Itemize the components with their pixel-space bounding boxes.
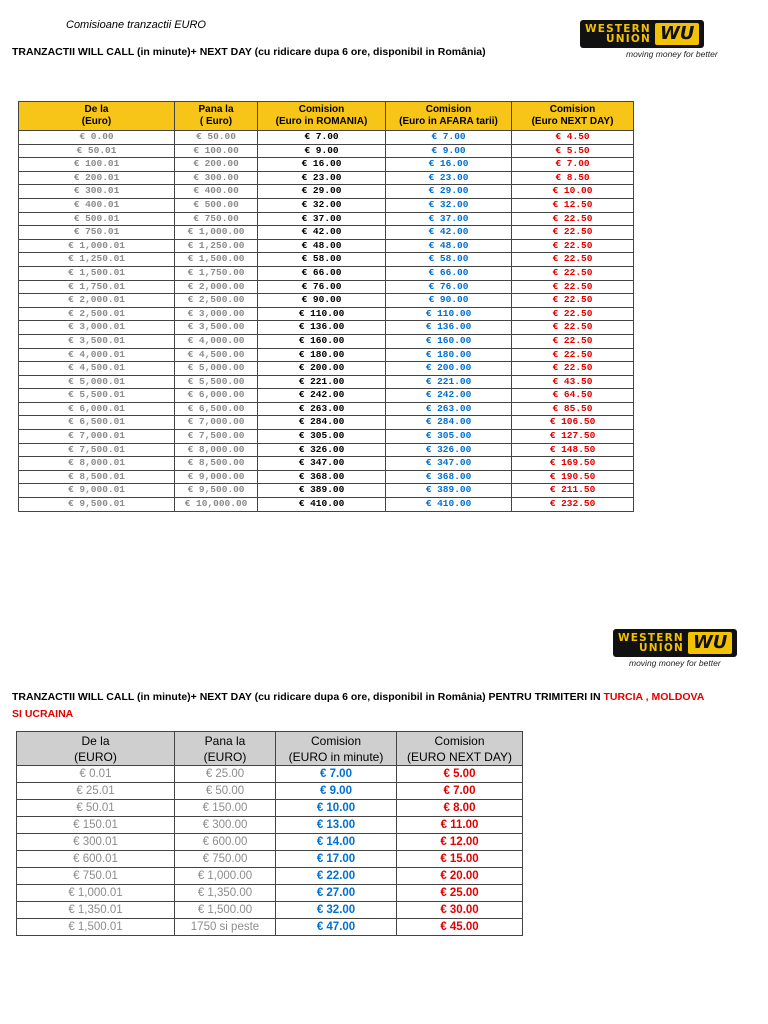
table-row — [19, 362, 634, 376]
table-row — [19, 321, 634, 335]
cell-from: € 1,500.01 — [19, 266, 175, 280]
cell-to: € 600.00 — [175, 834, 276, 851]
commission-table-turcia-moldova-ucraina — [16, 731, 523, 936]
cell-fee-next-day: € 64.50 — [512, 389, 634, 403]
cell-fee-next-day: € 4.50 — [512, 131, 634, 145]
cell-to: € 7,000.00 — [175, 416, 258, 430]
cell-fee-abroad: € 16.00 — [386, 158, 512, 172]
cell-fee-abroad: € 136.00 — [386, 321, 512, 335]
table-header-row — [19, 102, 634, 131]
cell-fee-minute: € 14.00 — [276, 834, 397, 851]
cell-fee-abroad: € 347.00 — [386, 457, 512, 471]
cell-fee-romania: € 136.00 — [258, 321, 386, 335]
table-row — [19, 131, 634, 145]
cell-from: € 3,500.01 — [19, 334, 175, 348]
cell-fee-romania: € 110.00 — [258, 307, 386, 321]
cell-fee-minute: € 22.00 — [276, 868, 397, 885]
cell-from: € 3,000.01 — [19, 321, 175, 335]
cell-fee-romania: € 263.00 — [258, 402, 386, 416]
cell-from: € 1,500.01 — [17, 919, 175, 936]
table-row — [19, 212, 634, 226]
cell-to: € 50.00 — [175, 131, 258, 145]
cell-from: € 200.01 — [19, 171, 175, 185]
cell-fee-romania: € 389.00 — [258, 484, 386, 498]
cell-from: € 750.01 — [19, 226, 175, 240]
cell-from: € 1,000.01 — [17, 885, 175, 902]
table-row — [19, 484, 634, 498]
col-header-line: Comision — [310, 733, 361, 748]
col-header-line: (Euro in AFARA tarii) — [399, 116, 498, 127]
section-2-heading-countries: TURCIA , MOLDOVA SI UCRAINA — [12, 691, 704, 720]
cell-fee-romania: € 29.00 — [258, 185, 386, 199]
cell-to: € 300.00 — [175, 171, 258, 185]
table-header-row — [17, 732, 523, 766]
cell-fee-romania: € 284.00 — [258, 416, 386, 430]
cell-fee-abroad: € 263.00 — [386, 402, 512, 416]
logo-wordmark — [618, 633, 684, 653]
cell-fee-next-day: € 22.50 — [512, 362, 634, 376]
cell-fee-minute: € 7.00 — [276, 766, 397, 783]
cell-fee-romania: € 66.00 — [258, 266, 386, 280]
cell-fee-romania: € 347.00 — [258, 457, 386, 471]
cell-to: € 7,500.00 — [175, 430, 258, 444]
col-header-to — [175, 732, 276, 766]
cell-fee-abroad: € 242.00 — [386, 389, 512, 403]
table-row — [19, 198, 634, 212]
cell-fee-romania: € 305.00 — [258, 430, 386, 444]
cell-fee-abroad: € 76.00 — [386, 280, 512, 294]
cell-fee-next-day: € 22.50 — [512, 226, 634, 240]
cell-fee-abroad: € 368.00 — [386, 470, 512, 484]
cell-from: € 1,250.01 — [19, 253, 175, 267]
cell-to: € 1,500.00 — [175, 253, 258, 267]
cell-fee-next-day: € 148.50 — [512, 443, 634, 457]
col-header-line: (Euro) — [81, 116, 112, 127]
cell-fee-next-day: € 22.50 — [512, 294, 634, 308]
cell-fee-next-day: € 15.00 — [397, 851, 523, 868]
cell-from: € 0.01 — [17, 766, 175, 783]
cell-fee-romania: € 160.00 — [258, 334, 386, 348]
cell-from: € 750.01 — [17, 868, 175, 885]
cell-from: € 7,500.01 — [19, 443, 175, 457]
table-row — [17, 851, 523, 868]
cell-fee-minute: € 10.00 — [276, 800, 397, 817]
logo-line-1: WESTERN — [618, 632, 684, 644]
cell-from: € 500.01 — [19, 212, 175, 226]
logo-badge: WU — [688, 632, 732, 654]
cell-fee-abroad: € 389.00 — [386, 484, 512, 498]
cell-fee-next-day: € 22.50 — [512, 212, 634, 226]
table-row — [19, 498, 634, 512]
cell-from: € 1,000.01 — [19, 239, 175, 253]
cell-from: € 6,500.01 — [19, 416, 175, 430]
col-header-line: (Euro in ROMANIA) — [275, 116, 368, 127]
cell-from: € 7,000.01 — [19, 430, 175, 444]
cell-fee-abroad: € 160.00 — [386, 334, 512, 348]
table-body — [19, 131, 634, 512]
cell-fee-abroad: € 326.00 — [386, 443, 512, 457]
table-row — [17, 783, 523, 800]
cell-fee-abroad: € 29.00 — [386, 185, 512, 199]
table-row — [17, 868, 523, 885]
cell-fee-abroad: € 23.00 — [386, 171, 512, 185]
cell-fee-abroad: € 221.00 — [386, 375, 512, 389]
cell-from: € 4,000.01 — [19, 348, 175, 362]
cell-fee-abroad: € 284.00 — [386, 416, 512, 430]
cell-fee-next-day: € 22.50 — [512, 266, 634, 280]
cell-from: € 600.01 — [17, 851, 175, 868]
cell-from: € 300.01 — [19, 185, 175, 199]
logo-wordmark — [585, 24, 651, 44]
logo-mark — [580, 20, 704, 48]
cell-fee-romania: € 48.00 — [258, 239, 386, 253]
table-row — [19, 443, 634, 457]
cell-fee-next-day: € 30.00 — [397, 902, 523, 919]
cell-from: € 150.01 — [17, 817, 175, 834]
cell-to: € 750.00 — [175, 212, 258, 226]
cell-fee-next-day: € 211.50 — [512, 484, 634, 498]
cell-from: € 50.01 — [19, 144, 175, 158]
col-header-line: (EURO in minute) — [288, 749, 384, 764]
cell-to: € 4,500.00 — [175, 348, 258, 362]
cell-from: € 5,000.01 — [19, 375, 175, 389]
cell-fee-next-day: € 22.50 — [512, 239, 634, 253]
cell-fee-next-day: € 106.50 — [512, 416, 634, 430]
cell-fee-next-day: € 85.50 — [512, 402, 634, 416]
cell-fee-next-day: € 7.00 — [512, 158, 634, 172]
cell-fee-next-day: € 5.00 — [397, 766, 523, 783]
cell-fee-minute: € 32.00 — [276, 902, 397, 919]
table-row — [17, 885, 523, 902]
cell-fee-romania: € 221.00 — [258, 375, 386, 389]
table-row — [19, 185, 634, 199]
cell-fee-romania: € 16.00 — [258, 158, 386, 172]
cell-to: € 1,000.00 — [175, 226, 258, 240]
logo-badge: WU — [655, 23, 699, 45]
cell-to: 1750 si peste — [175, 919, 276, 936]
cell-from: € 100.01 — [19, 158, 175, 172]
table-row — [19, 239, 634, 253]
col-header-line: (EURO NEXT DAY) — [407, 749, 512, 764]
table-row — [19, 389, 634, 403]
cell-fee-abroad: € 110.00 — [386, 307, 512, 321]
table-row — [19, 430, 634, 444]
cell-to: € 6,500.00 — [175, 402, 258, 416]
col-header-from — [17, 732, 175, 766]
table-row — [19, 294, 634, 308]
cell-fee-next-day: € 12.50 — [512, 198, 634, 212]
cell-to: € 750.00 — [175, 851, 276, 868]
cell-fee-next-day: € 11.00 — [397, 817, 523, 834]
cell-to: € 8,000.00 — [175, 443, 258, 457]
table-row — [17, 834, 523, 851]
cell-from: € 4,500.01 — [19, 362, 175, 376]
cell-fee-next-day: € 22.50 — [512, 307, 634, 321]
cell-fee-abroad: € 7.00 — [386, 131, 512, 145]
cell-to: € 5,000.00 — [175, 362, 258, 376]
cell-fee-romania: € 7.00 — [258, 131, 386, 145]
cell-fee-next-day: € 5.50 — [512, 144, 634, 158]
cell-fee-next-day: € 12.00 — [397, 834, 523, 851]
cell-to: € 50.00 — [175, 783, 276, 800]
cell-fee-next-day: € 22.50 — [512, 348, 634, 362]
cell-fee-romania: € 42.00 — [258, 226, 386, 240]
logo-tagline: moving money for better — [626, 49, 718, 59]
cell-fee-romania: € 326.00 — [258, 443, 386, 457]
col-header-line: Comision — [298, 104, 345, 115]
section-2-heading — [12, 689, 712, 723]
cell-from: € 8,000.01 — [19, 457, 175, 471]
table-row — [19, 253, 634, 267]
cell-fee-next-day: € 127.50 — [512, 430, 634, 444]
cell-fee-next-day: € 22.50 — [512, 334, 634, 348]
cell-fee-abroad: € 66.00 — [386, 266, 512, 280]
cell-from: € 1,750.01 — [19, 280, 175, 294]
table-row — [19, 158, 634, 172]
col-header-line: (EURO) — [203, 749, 247, 764]
table-row — [19, 226, 634, 240]
table-row — [19, 171, 634, 185]
cell-fee-abroad: € 58.00 — [386, 253, 512, 267]
col-header-line: De la — [84, 104, 109, 115]
commission-table-euro — [18, 101, 634, 512]
cell-to: € 1,250.00 — [175, 239, 258, 253]
cell-to: € 100.00 — [175, 144, 258, 158]
cell-from: € 1,350.01 — [17, 902, 175, 919]
table-row — [19, 280, 634, 294]
cell-fee-next-day: € 169.50 — [512, 457, 634, 471]
col-header-line: Comision — [549, 104, 596, 115]
cell-to: € 3,000.00 — [175, 307, 258, 321]
cell-fee-next-day: € 20.00 — [397, 868, 523, 885]
col-header-line: Comision — [425, 104, 472, 115]
table-row — [19, 307, 634, 321]
cell-to: € 8,500.00 — [175, 457, 258, 471]
cell-fee-abroad: € 48.00 — [386, 239, 512, 253]
cell-fee-minute: € 13.00 — [276, 817, 397, 834]
cell-to: € 150.00 — [175, 800, 276, 817]
cell-fee-next-day: € 45.00 — [397, 919, 523, 936]
cell-fee-next-day: € 190.50 — [512, 470, 634, 484]
col-header-line: De la — [81, 733, 110, 748]
section-2-heading-text: TRANZACTII WILL CALL (in minute)+ NEXT DAY (cu ridicare dupa 6 ore, disponibil in România) PENTRU TRIMITERI IN — [12, 691, 604, 703]
cell-fee-abroad: € 305.00 — [386, 430, 512, 444]
cell-to: € 2,500.00 — [175, 294, 258, 308]
table-row — [19, 470, 634, 484]
cell-to: € 9,000.00 — [175, 470, 258, 484]
cell-fee-romania: € 180.00 — [258, 348, 386, 362]
table-row — [19, 266, 634, 280]
cell-fee-abroad: € 200.00 — [386, 362, 512, 376]
table-row — [17, 919, 523, 936]
cell-fee-next-day: € 25.00 — [397, 885, 523, 902]
cell-to: € 1,000.00 — [175, 868, 276, 885]
cell-from: € 2,500.01 — [19, 307, 175, 321]
logo-line-2: UNION — [606, 33, 651, 45]
cell-to: € 500.00 — [175, 198, 258, 212]
cell-fee-next-day: € 22.50 — [512, 280, 634, 294]
cell-to: € 5,500.00 — [175, 375, 258, 389]
cell-fee-romania: € 32.00 — [258, 198, 386, 212]
document-title: Comisioane tranzactii EURO — [66, 19, 206, 31]
col-header-line: Pana la — [204, 733, 246, 748]
cell-fee-abroad: € 9.00 — [386, 144, 512, 158]
cell-to: € 1,750.00 — [175, 266, 258, 280]
cell-from: € 50.01 — [17, 800, 175, 817]
cell-fee-romania: € 58.00 — [258, 253, 386, 267]
cell-fee-next-day: € 22.50 — [512, 321, 634, 335]
col-header-line: (EURO) — [74, 749, 117, 764]
cell-fee-romania: € 76.00 — [258, 280, 386, 294]
cell-to: € 200.00 — [175, 158, 258, 172]
cell-fee-romania: € 37.00 — [258, 212, 386, 226]
cell-from: € 5,500.01 — [19, 389, 175, 403]
cell-fee-next-day: € 22.50 — [512, 253, 634, 267]
cell-fee-abroad: € 90.00 — [386, 294, 512, 308]
cell-from: € 8,500.01 — [19, 470, 175, 484]
col-header-fee-romania — [258, 102, 386, 131]
cell-fee-next-day: € 232.50 — [512, 498, 634, 512]
cell-fee-romania: € 368.00 — [258, 470, 386, 484]
cell-fee-abroad: € 37.00 — [386, 212, 512, 226]
cell-fee-abroad: € 180.00 — [386, 348, 512, 362]
col-header-fee-minute — [276, 732, 397, 766]
logo-line-1: WESTERN — [585, 23, 651, 35]
cell-fee-romania: € 242.00 — [258, 389, 386, 403]
table-row — [19, 334, 634, 348]
table-row — [19, 348, 634, 362]
cell-fee-next-day: € 7.00 — [397, 783, 523, 800]
cell-fee-minute: € 9.00 — [276, 783, 397, 800]
cell-fee-romania: € 23.00 — [258, 171, 386, 185]
col-header-from — [19, 102, 175, 131]
western-union-logo-2 — [613, 629, 737, 668]
table-row — [17, 766, 523, 783]
cell-fee-next-day: € 8.00 — [397, 800, 523, 817]
cell-from: € 300.01 — [17, 834, 175, 851]
cell-to: € 10,000.00 — [175, 498, 258, 512]
section-1-heading: TRANZACTII WILL CALL (in minute)+ NEXT DAY (cu ridicare dupa 6 ore, disponibil in România) — [12, 46, 486, 58]
cell-to: € 1,500.00 — [175, 902, 276, 919]
cell-to: € 9,500.00 — [175, 484, 258, 498]
table-row — [19, 375, 634, 389]
col-header-line: Comision — [434, 733, 485, 748]
table-row — [17, 902, 523, 919]
cell-fee-minute: € 47.00 — [276, 919, 397, 936]
cell-from: € 6,000.01 — [19, 402, 175, 416]
cell-from: € 25.01 — [17, 783, 175, 800]
cell-to: € 1,350.00 — [175, 885, 276, 902]
col-header-fee-next-day — [397, 732, 523, 766]
cell-fee-abroad: € 32.00 — [386, 198, 512, 212]
logo-line-2: UNION — [639, 642, 684, 654]
table-row — [17, 817, 523, 834]
cell-fee-next-day: € 10.00 — [512, 185, 634, 199]
table-row — [17, 800, 523, 817]
table-body — [17, 766, 523, 936]
cell-to: € 2,000.00 — [175, 280, 258, 294]
cell-from: € 0.00 — [19, 131, 175, 145]
cell-to: € 6,000.00 — [175, 389, 258, 403]
cell-from: € 400.01 — [19, 198, 175, 212]
table-row — [19, 457, 634, 471]
cell-fee-next-day: € 8.50 — [512, 171, 634, 185]
cell-from: € 9,000.01 — [19, 484, 175, 498]
table-row — [19, 144, 634, 158]
cell-from: € 2,000.01 — [19, 294, 175, 308]
col-header-line: Pana la — [198, 104, 234, 115]
cell-from: € 9,500.01 — [19, 498, 175, 512]
cell-fee-minute: € 27.00 — [276, 885, 397, 902]
cell-fee-romania: € 200.00 — [258, 362, 386, 376]
cell-fee-romania: € 9.00 — [258, 144, 386, 158]
logo-tagline: moving money for better — [629, 658, 721, 668]
col-header-fee-next-day — [512, 102, 634, 131]
cell-to: € 400.00 — [175, 185, 258, 199]
cell-to: € 4,000.00 — [175, 334, 258, 348]
cell-to: € 25.00 — [175, 766, 276, 783]
table-row — [19, 402, 634, 416]
cell-fee-romania: € 410.00 — [258, 498, 386, 512]
col-header-fee-abroad — [386, 102, 512, 131]
cell-fee-next-day: € 43.50 — [512, 375, 634, 389]
cell-fee-abroad: € 410.00 — [386, 498, 512, 512]
cell-to: € 300.00 — [175, 817, 276, 834]
cell-fee-abroad: € 42.00 — [386, 226, 512, 240]
table-row — [19, 416, 634, 430]
cell-fee-romania: € 90.00 — [258, 294, 386, 308]
cell-fee-minute: € 17.00 — [276, 851, 397, 868]
cell-to: € 3,500.00 — [175, 321, 258, 335]
col-header-line: ( Euro) — [199, 116, 233, 127]
col-header-line: (Euro NEXT DAY) — [531, 116, 614, 127]
western-union-logo — [580, 20, 718, 59]
col-header-to — [175, 102, 258, 131]
logo-mark — [613, 629, 737, 657]
